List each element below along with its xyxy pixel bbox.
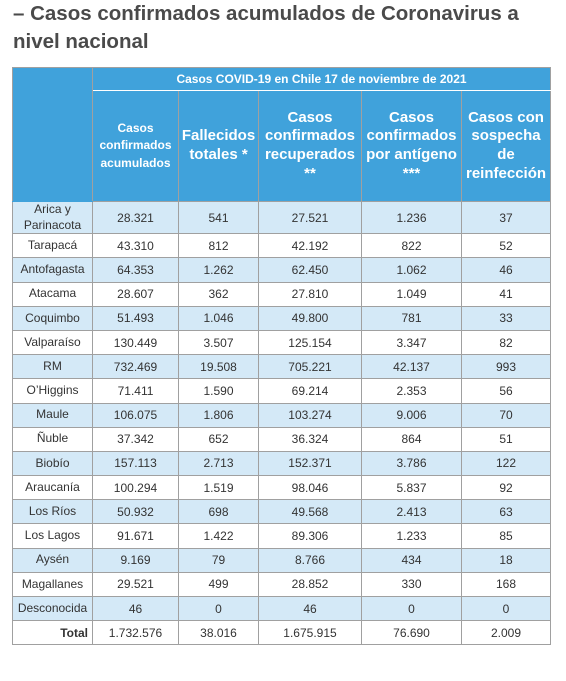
region-name-cell: RM <box>13 355 93 379</box>
region-name-cell: Los Ríos <box>13 500 93 524</box>
total-value-reinfeccion: 2.009 <box>462 621 551 645</box>
region-name-cell: Antofagasta <box>13 258 93 282</box>
value-cell-recuperados: 27.810 <box>259 282 362 306</box>
table-body <box>13 202 551 645</box>
value-cell-fallecidos: 362 <box>179 282 259 306</box>
table-row <box>13 202 551 234</box>
total-value-fallecidos: 38.016 <box>179 621 259 645</box>
value-cell-recuperados: 103.274 <box>259 403 362 427</box>
table-row <box>13 282 551 306</box>
total-value-acumulados: 1.732.576 <box>93 621 179 645</box>
value-cell-reinfeccion: 37 <box>462 202 551 234</box>
value-cell-reinfeccion: 56 <box>462 379 551 403</box>
value-cell-antigeno: 1.062 <box>362 258 462 282</box>
value-cell-recuperados: 62.450 <box>259 258 362 282</box>
table-row <box>13 500 551 524</box>
total-label: Total <box>13 621 93 645</box>
value-cell-acumulados: 732.469 <box>93 355 179 379</box>
region-name-cell: Tarapacá <box>13 234 93 258</box>
value-cell-fallecidos: 1.046 <box>179 306 259 330</box>
region-name-cell: Desconocida <box>13 597 93 621</box>
value-cell-antigeno: 0 <box>362 597 462 621</box>
value-cell-reinfeccion: 52 <box>462 234 551 258</box>
value-cell-recuperados: 36.324 <box>259 427 362 451</box>
table-row <box>13 403 551 427</box>
value-cell-acumulados: 91.671 <box>93 524 179 548</box>
covid-cases-table <box>12 67 551 645</box>
table-row <box>13 234 551 258</box>
total-value-recuperados: 1.675.915 <box>259 621 362 645</box>
value-cell-acumulados: 28.321 <box>93 202 179 234</box>
header-fallecidos-totales: Fallecidos totales * <box>179 91 259 202</box>
table-row <box>13 451 551 475</box>
value-cell-fallecidos: 499 <box>179 572 259 596</box>
page-title: – Casos confirmados acumulados de Coronavirus a nivel nacional <box>13 2 519 53</box>
region-name-cell: Arica y Parinacota <box>13 202 93 234</box>
value-cell-recuperados: 98.046 <box>259 476 362 500</box>
header-sospecha-reinfeccion: Casos con sospecha de reinfección <box>462 91 551 202</box>
value-cell-fallecidos: 1.590 <box>179 379 259 403</box>
value-cell-acumulados: 37.342 <box>93 427 179 451</box>
region-name-cell: Maule <box>13 403 93 427</box>
table-row <box>13 306 551 330</box>
value-cell-recuperados: 46 <box>259 597 362 621</box>
region-name-cell: Aysén <box>13 548 93 572</box>
value-cell-reinfeccion: 92 <box>462 476 551 500</box>
table-row <box>13 524 551 548</box>
table-row <box>13 597 551 621</box>
value-cell-fallecidos: 1.262 <box>179 258 259 282</box>
value-cell-antigeno: 864 <box>362 427 462 451</box>
value-cell-acumulados: 157.113 <box>93 451 179 475</box>
value-cell-reinfeccion: 0 <box>462 597 551 621</box>
region-name-cell: Atacama <box>13 282 93 306</box>
value-cell-fallecidos: 541 <box>179 202 259 234</box>
total-row <box>13 621 551 645</box>
region-name-cell: O’Higgins <box>13 379 93 403</box>
value-cell-antigeno: 1.236 <box>362 202 462 234</box>
header-casos-confirmados-acumulados: Casos confirmados acumulados <box>93 91 179 202</box>
table-caption: Casos COVID-19 en Chile 17 de noviembre de 2021 <box>93 68 551 91</box>
value-cell-acumulados: 50.932 <box>93 500 179 524</box>
region-name-cell: Valparaíso <box>13 330 93 354</box>
region-name-cell: Biobío <box>13 451 93 475</box>
value-cell-recuperados: 27.521 <box>259 202 362 234</box>
table-row <box>13 355 551 379</box>
value-cell-antigeno: 2.353 <box>362 379 462 403</box>
value-cell-antigeno: 1.233 <box>362 524 462 548</box>
value-cell-antigeno: 5.837 <box>362 476 462 500</box>
value-cell-antigeno: 434 <box>362 548 462 572</box>
region-name-cell: Araucanía <box>13 476 93 500</box>
value-cell-reinfeccion: 122 <box>462 451 551 475</box>
value-cell-recuperados: 49.568 <box>259 500 362 524</box>
value-cell-reinfeccion: 168 <box>462 572 551 596</box>
value-cell-antigeno: 42.137 <box>362 355 462 379</box>
value-cell-fallecidos: 1.422 <box>179 524 259 548</box>
value-cell-fallecidos: 2.713 <box>179 451 259 475</box>
table-row <box>13 258 551 282</box>
value-cell-fallecidos: 652 <box>179 427 259 451</box>
table-row <box>13 330 551 354</box>
region-name-cell: Magallanes <box>13 572 93 596</box>
value-cell-reinfeccion: 41 <box>462 282 551 306</box>
value-cell-fallecidos: 1.806 <box>179 403 259 427</box>
value-cell-acumulados: 46 <box>93 597 179 621</box>
table-row <box>13 379 551 403</box>
value-cell-acumulados: 100.294 <box>93 476 179 500</box>
value-cell-recuperados: 69.214 <box>259 379 362 403</box>
value-cell-acumulados: 130.449 <box>93 330 179 354</box>
value-cell-antigeno: 9.006 <box>362 403 462 427</box>
value-cell-fallecidos: 698 <box>179 500 259 524</box>
value-cell-recuperados: 49.800 <box>259 306 362 330</box>
value-cell-antigeno: 3.786 <box>362 451 462 475</box>
region-name-cell: Los Lagos <box>13 524 93 548</box>
value-cell-acumulados: 71.411 <box>93 379 179 403</box>
value-cell-recuperados: 42.192 <box>259 234 362 258</box>
value-cell-fallecidos: 812 <box>179 234 259 258</box>
table-row <box>13 427 551 451</box>
value-cell-antigeno: 781 <box>362 306 462 330</box>
value-cell-fallecidos: 79 <box>179 548 259 572</box>
value-cell-antigeno: 330 <box>362 572 462 596</box>
value-cell-reinfeccion: 993 <box>462 355 551 379</box>
value-cell-acumulados: 29.521 <box>93 572 179 596</box>
value-cell-reinfeccion: 85 <box>462 524 551 548</box>
total-value-antigeno: 76.690 <box>362 621 462 645</box>
header-casos-recuperados: Casos confirmados recuperados ** <box>259 91 362 202</box>
value-cell-acumulados: 28.607 <box>93 282 179 306</box>
table-row <box>13 476 551 500</box>
value-cell-antigeno: 3.347 <box>362 330 462 354</box>
region-name-cell: Ñuble <box>13 427 93 451</box>
value-cell-reinfeccion: 18 <box>462 548 551 572</box>
value-cell-acumulados: 51.493 <box>93 306 179 330</box>
value-cell-acumulados: 9.169 <box>93 548 179 572</box>
value-cell-reinfeccion: 63 <box>462 500 551 524</box>
region-name-cell: Coquimbo <box>13 306 93 330</box>
value-cell-antigeno: 822 <box>362 234 462 258</box>
value-cell-fallecidos: 3.507 <box>179 330 259 354</box>
table-row <box>13 572 551 596</box>
value-cell-antigeno: 2.413 <box>362 500 462 524</box>
value-cell-recuperados: 125.154 <box>259 330 362 354</box>
header-casos-antigeno: Casos confirmados por antígeno *** <box>362 91 462 202</box>
value-cell-reinfeccion: 33 <box>462 306 551 330</box>
value-cell-antigeno: 1.049 <box>362 282 462 306</box>
value-cell-fallecidos: 0 <box>179 597 259 621</box>
value-cell-reinfeccion: 51 <box>462 427 551 451</box>
value-cell-acumulados: 43.310 <box>93 234 179 258</box>
value-cell-fallecidos: 19.508 <box>179 355 259 379</box>
value-cell-reinfeccion: 70 <box>462 403 551 427</box>
value-cell-recuperados: 152.371 <box>259 451 362 475</box>
value-cell-reinfeccion: 46 <box>462 258 551 282</box>
value-cell-recuperados: 8.766 <box>259 548 362 572</box>
corner-header-cell <box>13 68 93 202</box>
value-cell-recuperados: 28.852 <box>259 572 362 596</box>
value-cell-acumulados: 106.075 <box>93 403 179 427</box>
value-cell-reinfeccion: 82 <box>462 330 551 354</box>
value-cell-recuperados: 705.221 <box>259 355 362 379</box>
value-cell-acumulados: 64.353 <box>93 258 179 282</box>
table-row <box>13 548 551 572</box>
value-cell-fallecidos: 1.519 <box>179 476 259 500</box>
value-cell-recuperados: 89.306 <box>259 524 362 548</box>
